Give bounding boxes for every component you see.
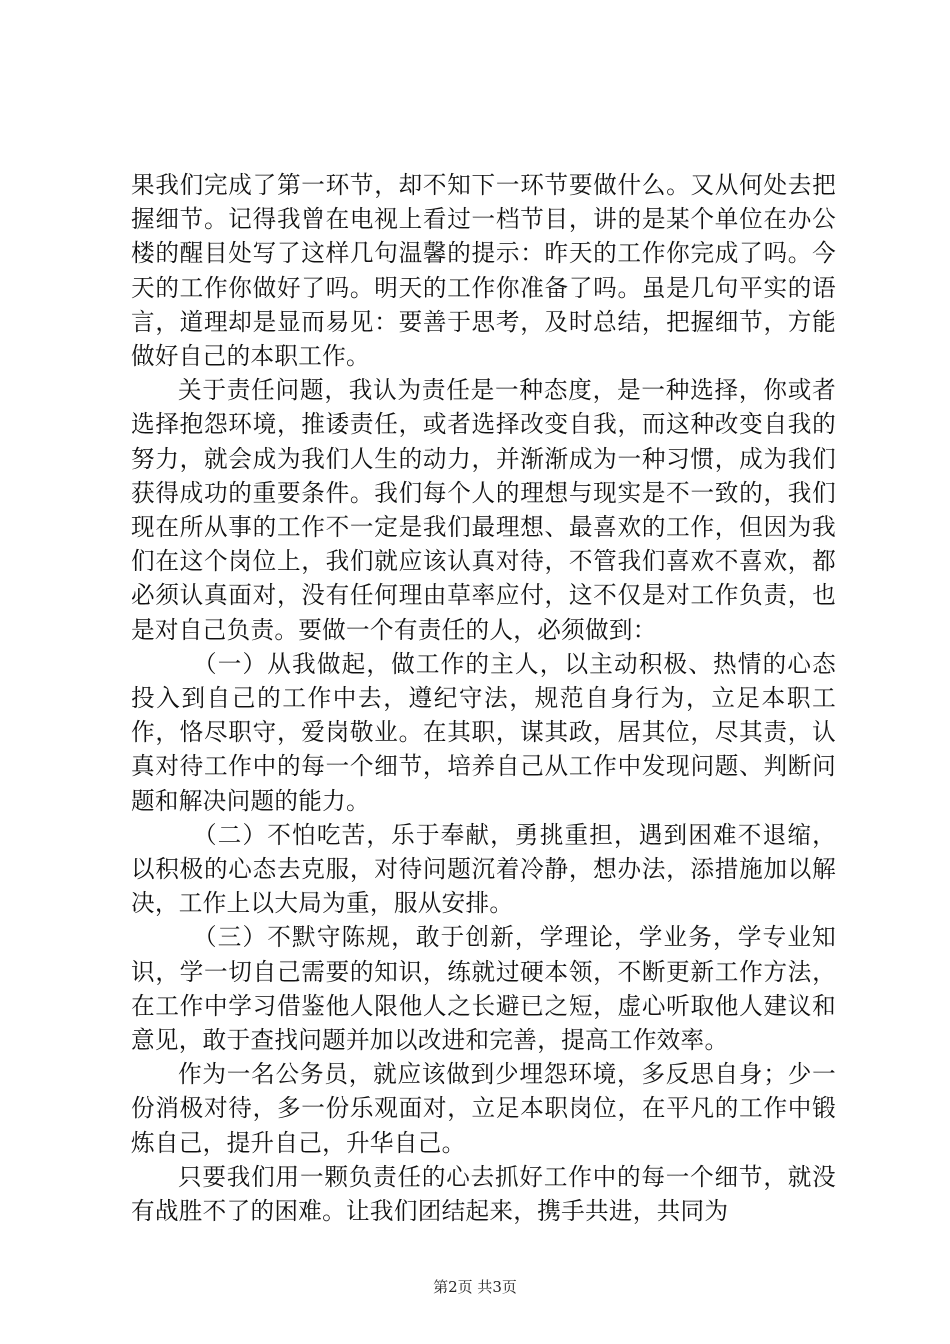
list-item-two: （二）不怕吃苦，乐于奉献，勇挑重担，遇到困难不退缩，以积极的心态去克服，对待问题沉着冷静，想办法，添措施加以解决，工作上以大局为重，服从安排。 xyxy=(131,820,836,918)
list-item-three: （三）不默守陈规，敢于创新，学理论，学业务，学专业知识，学一切自己需要的知识，练就过硬本领，不断更新工作方法，在工作中学习借鉴他人限他人之长避已之短，虚心听取他人建议和意见，敢于查找问题并加以改进和完善，提高工作效率。 xyxy=(131,923,836,1055)
document-body xyxy=(131,168,836,1228)
page-footer: 第2页 共3页 xyxy=(433,1278,517,1296)
paragraph-responsibility: 关于责任问题，我认为责任是一种态度，是一种选择，你或者选择抱怨环境，推诿责任，或者选择改变自我，而这种改变自我的努力，就会成为我们人生的动力，并渐渐成为一种习惯，成为我们获得成功的重要条件。我们每个人的理想与现实是不一致的，我们现在所从事的工作不一定是我们最理想、最喜欢的工作，但因为我们在这个岗位上，我们就应该认真对待，不管我们喜欢不喜欢，都必须认真面对，没有任何理由草率应付，这不仅是对工作负责，也是对自己负责。要做一个有责任的人，必须做到： xyxy=(131,376,836,644)
paragraph-closing: 只要我们用一颗负责任的心去抓好工作中的每一个细节，就没有战胜不了的困难。让我们团结起来，携手共进，共同为 xyxy=(131,1162,836,1226)
paragraph-civil-servant: 作为一名公务员，就应该做到少埋怨环境，多反思自身；少一份消极对待，多一份乐观面对，立足本职岗位，在平凡的工作中锻炼自己，提升自己，升华自己。 xyxy=(131,1060,836,1157)
paragraph-continuation: 果我们完成了第一环节，却不知下一环节要做什么。又从何处去把握细节。记得我曾在电视上看过一档节目，讲的是某个单位在办公楼的醒目处写了这样几句温馨的提示：昨天的工作你完成了吗。今天的工作你做好了吗。明天的工作你准备了吗。虽是几句平实的语言，道理却是显而易见：要善于思考，及时总结，把握细节，方能做好自己的本职工作。 xyxy=(131,171,836,371)
list-item-one: （一）从我做起，做工作的主人，以主动积极、热情的心态投入到自己的工作中去，遵纪守法，规范自身行为，立足本职工作，恪尽职守，爱岗敬业。在其职，谋其政，居其位，尽其责，认真对待工作中的每一个细节，培养自己从工作中发现问题、判断问题和解决问题的能力。 xyxy=(131,649,836,815)
